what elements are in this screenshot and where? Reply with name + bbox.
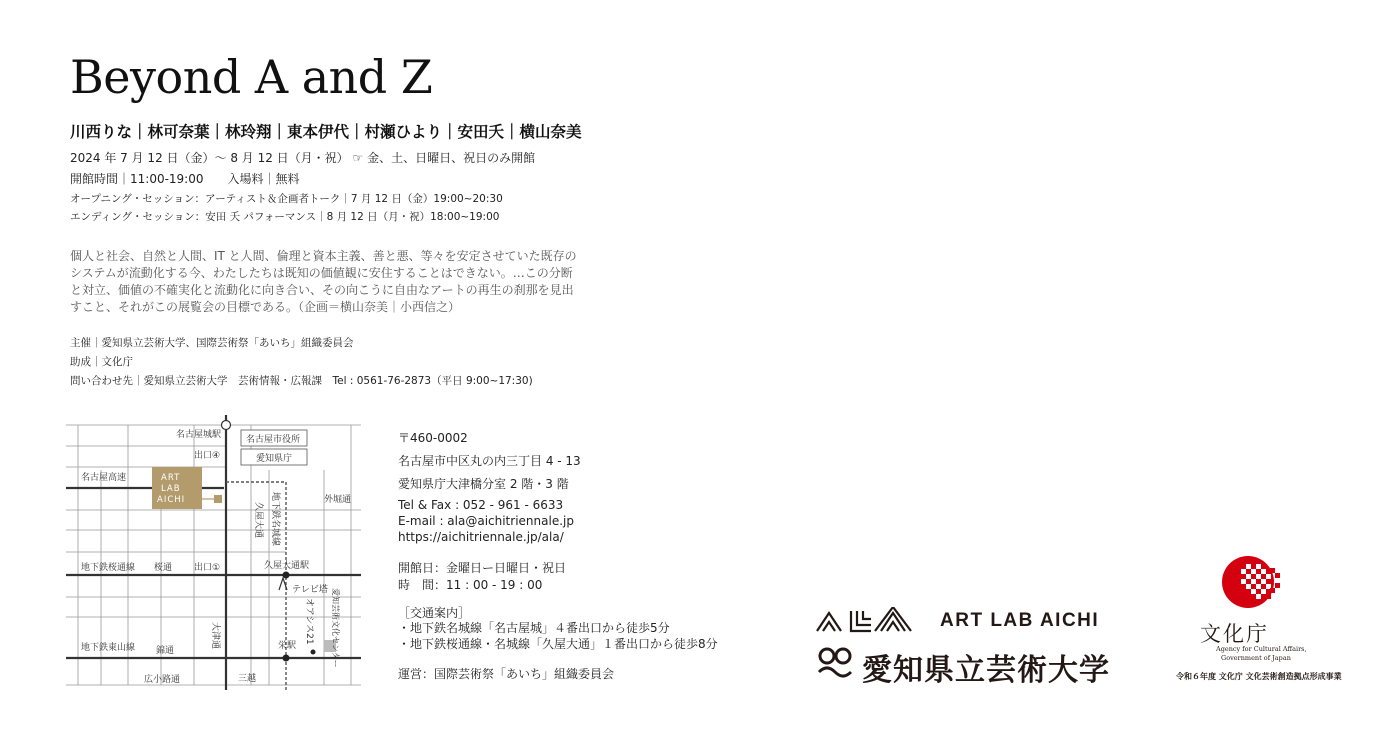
map-label-art: ART xyxy=(161,473,181,483)
map-label-highway: 名古屋高速 xyxy=(81,473,127,483)
description-line: 個人と社会、自然と人間、IT と人間、倫理と資本主義、善と悪、等々を安定させていた既存の xyxy=(70,249,577,263)
contact: 問い合わせ先｜愛知県立芸術大学 芸術情報・広報課 Tel : 0561-76-2873（平日 9:00~17:30) xyxy=(70,375,533,387)
map-label-sakae: 栄駅 xyxy=(278,641,297,651)
description-line: システムが流動化する今、わたしたちは既知の価値観に安住することはできない。…この分断 xyxy=(70,266,573,280)
access-map xyxy=(66,410,366,690)
university-logo-text: 愛知県立芸術大学 xyxy=(862,653,1110,688)
map-label-nishiki: 錦通 xyxy=(156,646,175,656)
bunkacho-caption: 令和６年度 文化庁 文化芸術創造拠点形成事業 xyxy=(1176,672,1342,681)
map-label-sakuradori: 桜通 xyxy=(154,563,173,573)
map-label-hisaya-station: 久屋大通駅 xyxy=(264,561,310,571)
organizer: 主催｜愛知県立芸術大学、国際芸術祭「あいち」組織委員会 xyxy=(70,337,354,349)
map-label-oasis21: オアシス21 xyxy=(304,598,314,645)
access-title: ［交通案内］ xyxy=(398,606,471,620)
access-sakuradori: ・地下鉄桜通線・名城線「久屋大通」１番出口から徒歩8分 xyxy=(398,637,718,651)
map-label-pref-office: 愛知県庁 xyxy=(256,454,293,464)
map-label-mitsukoshi: 三越 xyxy=(238,674,257,684)
map-label-lab: LAB xyxy=(161,484,181,494)
opening-hours: 開館時間｜11:00-19:00 入場料｜無料 xyxy=(70,172,300,186)
map-label-hisaya-odori: 久屋大通 xyxy=(253,502,263,539)
map-label-tv-tower: テレビ塔 xyxy=(292,585,328,595)
postal-code: 〒460-0002 xyxy=(398,431,468,445)
email: E-mail : ala@aichitriennale.jp xyxy=(398,514,574,528)
art-lab-aichi-logo-text: ART LAB AICHI xyxy=(940,610,1100,631)
tel-fax: Tel & Fax : 052 - 961 - 6633 xyxy=(398,498,564,512)
university-emblem-icon xyxy=(815,646,855,682)
description-line: と対立、価値の不確実化と流動化に向き合い、その向こうに自由なアートの再生の刹那を見出 xyxy=(70,283,574,297)
support: 助成｜文化庁 xyxy=(70,356,133,368)
bunkacho-emblem-icon xyxy=(1220,552,1286,618)
map-label-hirokoji: 広小路通 xyxy=(144,675,181,685)
description-line: すこと、それがこの展覧会の目標である。（企画＝横山奈美｜小西信之） xyxy=(70,300,461,314)
website-link[interactable]: https://aichitriennale.jp/ala/ xyxy=(398,530,564,544)
map-label-exit4: 出口④ xyxy=(194,451,221,461)
address-line2: 愛知県庁大津橋分室 2 階・3 階 xyxy=(398,477,569,491)
ending-session: エンディング・セッション：安田 夭 パフォーマンス｜8 月 12 日（月・祝）18:00~19:00 xyxy=(70,211,500,223)
art-lab-aichi-mark-icon xyxy=(815,607,935,635)
map-label-higashiyama-line: 地下鉄東山線 xyxy=(81,643,136,653)
map-label-arts-center: 愛知芸術文化センター xyxy=(331,588,340,668)
open-hours: 時 間：11 : 00 - 19 : 00 xyxy=(398,578,543,592)
bunkacho-english-2: Government of Japan xyxy=(1221,654,1291,662)
operator: 運営：国際芸術祭「あいち」組織委員会 xyxy=(398,667,615,681)
map-label-sakuradori-line: 地下鉄桜通線 xyxy=(81,563,136,573)
map-label-sotobori: 外堀通 xyxy=(324,495,352,505)
opening-session: オープニング・セッション：アーティスト＆企画者トーク｜7 月 12 日（金）19:00~20:30 xyxy=(70,193,503,205)
exhibition-description xyxy=(70,248,600,316)
open-days: 開館日：金曜日ー日曜日・祝日 xyxy=(398,561,567,575)
exhibition-dates: 2024 年 7 月 12 日（金）～ 8 月 12 日（月・祝） ☞ 金、土、日曜日、祝日のみ開館 xyxy=(70,151,536,165)
map-label-city-hall: 名古屋市役所 xyxy=(246,435,301,445)
exhibition-title: Beyond A and Z xyxy=(70,50,433,104)
map-label-exit1: 出口① xyxy=(194,563,221,573)
map-label-meijo-line: 地下鉄名城線 xyxy=(270,492,280,547)
artist-list: 川西りな｜林可奈葉｜林玲翔｜東本伊代｜村瀬ひより｜安田夭｜横山奈美 xyxy=(70,123,582,141)
access-meijo: ・地下鉄名城線「名古屋城」４番出口から徒歩5分 xyxy=(398,621,670,635)
map-label-aichi: AICHI xyxy=(157,495,186,505)
address-line1: 名古屋市中区丸の内三丁目 4 - 13 xyxy=(398,454,581,468)
map-label-nagoyajo-station: 名古屋城駅 xyxy=(176,430,222,440)
map-label-otsu-dori: 大津通 xyxy=(210,622,220,650)
bunkacho-english-1: Agency for Cultural Affairs, xyxy=(1216,645,1307,653)
bunkacho-logo-text: 文化庁 xyxy=(1200,622,1269,646)
